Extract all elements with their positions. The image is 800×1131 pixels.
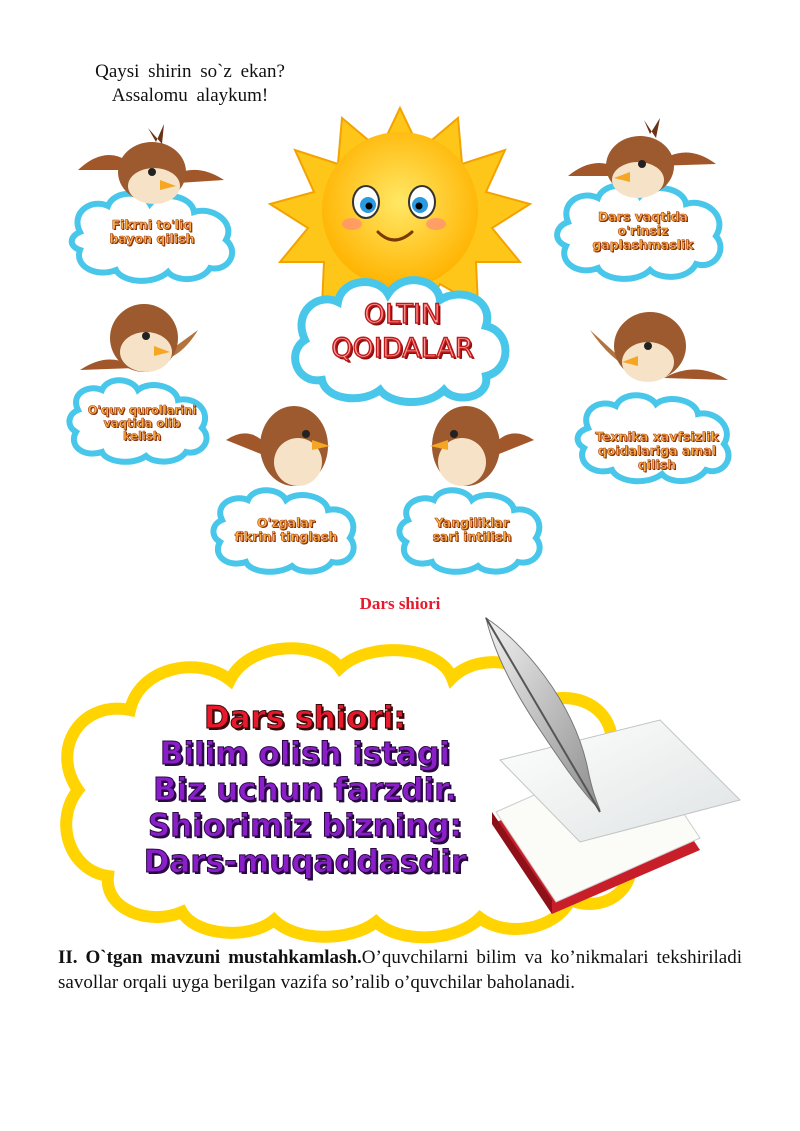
motto-line-4: Shiorimiz bizning:: [147, 808, 463, 844]
golden-rules-title: OLTIN QOIDALAR: [331, 299, 474, 364]
motto-line-3: Biz uchun farzdir.: [153, 772, 457, 808]
sparrow-icon: [226, 406, 330, 486]
sparrow-icon: [430, 406, 534, 486]
motto-text: [120, 700, 490, 880]
section-body: O’quvchilarni bilim va ko’nikmalari tekshiriladi savollar orqali uyga berilgan vazifa so’ralib o’quvchilar baholanadi.: [58, 947, 742, 993]
rule-text-1: Fikrni to'liq bayon qilish: [109, 217, 195, 246]
motto-line-5: Dars-muqaddasdir: [143, 844, 467, 880]
sparrow-icon: [78, 124, 224, 204]
section-heading: II. O`tgan mavzuni mustahkamlash.: [58, 947, 362, 968]
sparrow-icon: [590, 312, 728, 382]
sparrow-icon: [80, 304, 198, 372]
motto-caption: Dars shiori: [359, 594, 441, 613]
intro-line-1: Qaysi shirin so`z ekan?: [95, 61, 285, 82]
motto-line-2: Bilim olish istagi: [159, 736, 451, 772]
rule-text-3: O'quv qurollarini vaqtida olib kelish: [87, 403, 197, 443]
rule-text-5: O'zgalar fikrini tinglash: [234, 515, 338, 544]
rule-text-4: Texnika xavfsizlik qoidalariga amal qilish: [595, 429, 719, 472]
intro-line-2: Assalomu alaykum!: [111, 85, 269, 106]
sparrow-icon: [568, 118, 716, 198]
rule-text-2: Dars vaqtida o'rinsiz gaplashmaslik: [592, 209, 694, 252]
section-paragraph: [58, 945, 742, 995]
motto-line-1: Dars shiori:: [204, 700, 406, 736]
rule-text-6: Yangiliklar sari intilish: [432, 515, 512, 544]
